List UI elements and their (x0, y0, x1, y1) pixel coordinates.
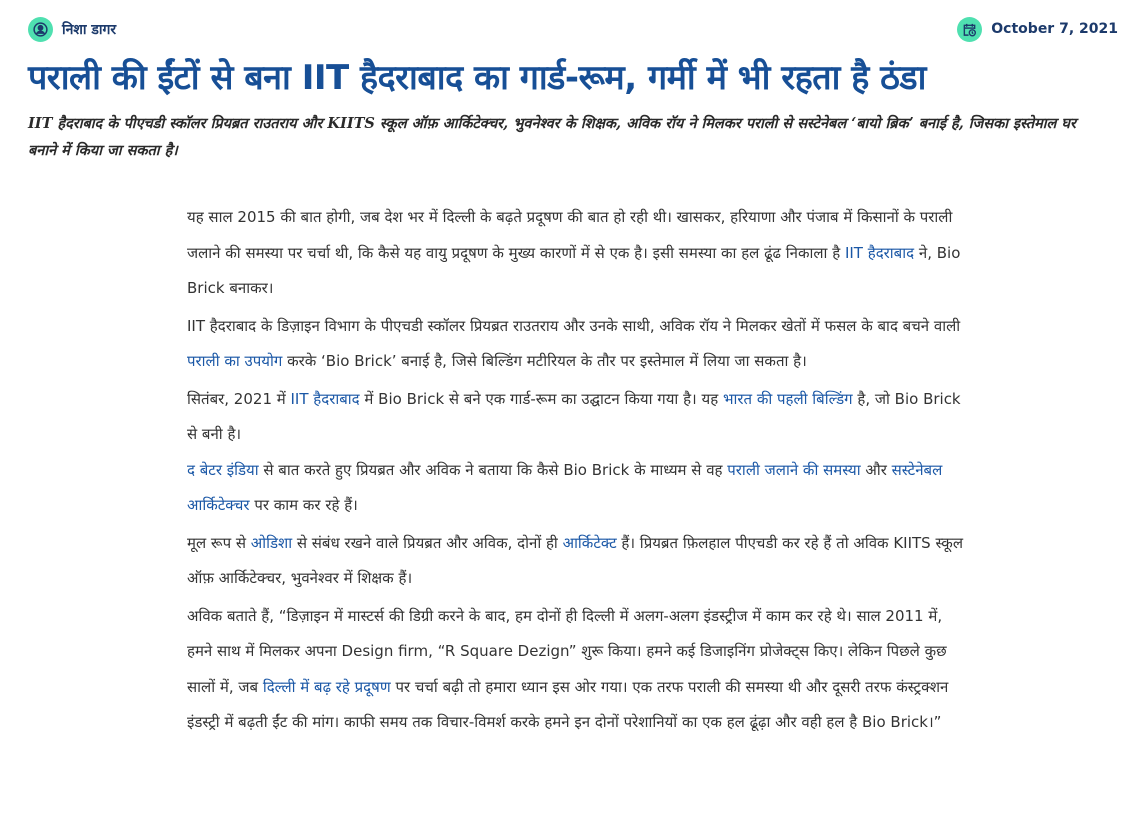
link-sustainable-architecture[interactable]: सस्टेनेबल आर्किटेक्चर (187, 460, 943, 514)
paragraph-2 (187, 309, 967, 380)
paragraph-text: से बात करते हुए प्रियब्रत और अविक ने बताया कि कैसे Bio Brick के माध्यम से वह (258, 460, 728, 479)
article-meta-bar (28, 14, 1118, 44)
link-iit-hyderabad[interactable]: IIT हैदराबाद (290, 389, 360, 408)
paragraph-text: है, जो Bio Brick से बनी है। (187, 389, 961, 443)
link-iit-hyderabad[interactable]: IIT हैदराबाद (844, 243, 915, 262)
paragraph-text: यह साल 2015 की बात होगी, जब देश भर में दिल्ली के बढ़ते प्रदूषण की बात हो रही थी। खासकर, हरियाणा और पंजाब में किसानों के पराली जलाने की समस्या पर चर्चा थी, कि कैसे यह वायु प्रदूषण के मुख्य कारणों में से एक है। इसी समस्या का हल ढूंढ निकाला है (187, 208, 953, 262)
paragraph-text: IIT हैदराबाद के डिज़ाइन विभाग के पीएचडी स्कॉलर प्रियब्रत राउतराय और उनके साथी, अविक रॉय ने मिलकर खेतों में फसल के बाद बचने वाली (187, 316, 961, 335)
paragraph-text: और (860, 460, 892, 479)
article-title: पराली की ईंटों से बना IIT हैदराबाद का गार्ड-रूम, गर्मी में भी रहता है ठंडा (28, 58, 926, 98)
paragraph-text: पर काम कर रहे हैं। (249, 496, 358, 514)
paragraph-text: पर चर्चा बढ़ी तो हमारा ध्यान इस ओर गया। एक तरफ पराली की समस्या थी और दूसरी तरफ कंस्ट्रक्शन इंडस्ट्री में बढ़ती ईंट की मांग। काफी समय तक विचार-विमर्श करके हमने इन दोनों परेशानियों का एक हल ढूंढ़ा और वही हल है Bio Brick।” (187, 677, 949, 731)
author-name[interactable]: निशा डागर (62, 21, 117, 38)
paragraph-text: ने, Bio Brick बनाकर। (187, 243, 961, 297)
paragraph-text: सितंबर, 2021 में (187, 389, 291, 408)
link-stubble-burning-problem[interactable]: पराली जलाने की समस्या (727, 460, 861, 479)
publish-date-text: October 7, 2021 (991, 21, 1118, 37)
paragraph-4 (187, 453, 967, 524)
paragraph-text: हैं। प्रियब्रत फ़िलहाल पीएचडी कर रहे हैं तो अविक KIITS स्कूल ऑफ़ आर्किटेक्चर, भुवनेश्वर में शिक्षक हैं। (187, 533, 963, 587)
paragraph-1 (187, 200, 967, 307)
link-architect[interactable]: आर्किटेक्ट (562, 533, 617, 552)
author-byline[interactable] (28, 17, 116, 42)
paragraph-text: में Bio Brick से बने एक गार्ड-रूम का उद्घाटन किया गया है। यह (359, 389, 723, 408)
user-circle-icon (28, 17, 53, 42)
paragraph-text: करके ‘Bio Brick’ बनाई है, जिसे बिल्डिंग मटीरियल के तौर पर इस्तेमाल में लिया जा सकता है। (282, 352, 807, 370)
paragraph-text: मूल रूप से (187, 533, 251, 552)
link-odisha[interactable]: ओडिशा (250, 533, 293, 552)
paragraph-5 (187, 526, 967, 597)
paragraph-text: से संबंध रखने वाले प्रियब्रत और अविक, दोनों ही (292, 533, 563, 552)
paragraph-6 (187, 599, 967, 741)
paragraph-3 (187, 382, 967, 453)
link-the-better-india[interactable]: द बेटर इंडिया (187, 460, 259, 479)
link-parali-usage[interactable]: पराली का उपयोग (187, 352, 283, 370)
article-body (187, 200, 967, 743)
link-delhi-pollution[interactable]: दिल्ली में बढ़ रहे प्रदूषण (262, 677, 391, 696)
publish-date (957, 17, 1118, 42)
calendar-clock-icon (957, 17, 982, 42)
article-subtitle: IIT हैदराबाद के पीएचडी स्कॉलर प्रियब्रत राउतराय और KIITS स्कूल ऑफ़ आर्किटेक्चर, भुवनेश्वर के शिक्षक, अविक रॉय ने मिलकर पराली से सस्टेनेबल ‘बायो ब्रिक’ बनाई है, जिसका इस्तेमाल घर बनाने में किया जा सकता है। (28, 115, 1076, 159)
paragraph-text: अविक बताते हैं, “डिज़ाइन में मास्टर्स की डिग्री करने के बाद, हम दोनों ही दिल्ली में अलग-अलग इंडस्ट्रीज में काम कर रहे थे। साल 2011 में, हमने साथ में मिलकर अपना Design firm, “R Square Dezign” शुरू किया। हमने कई डिजाइनिंग प्रोजेक्ट्स किए। लेकिन पिछले कुछ सालों में, जब (187, 606, 947, 696)
link-india-first-building[interactable]: भारत की पहली बिल्डिंग (722, 389, 853, 408)
